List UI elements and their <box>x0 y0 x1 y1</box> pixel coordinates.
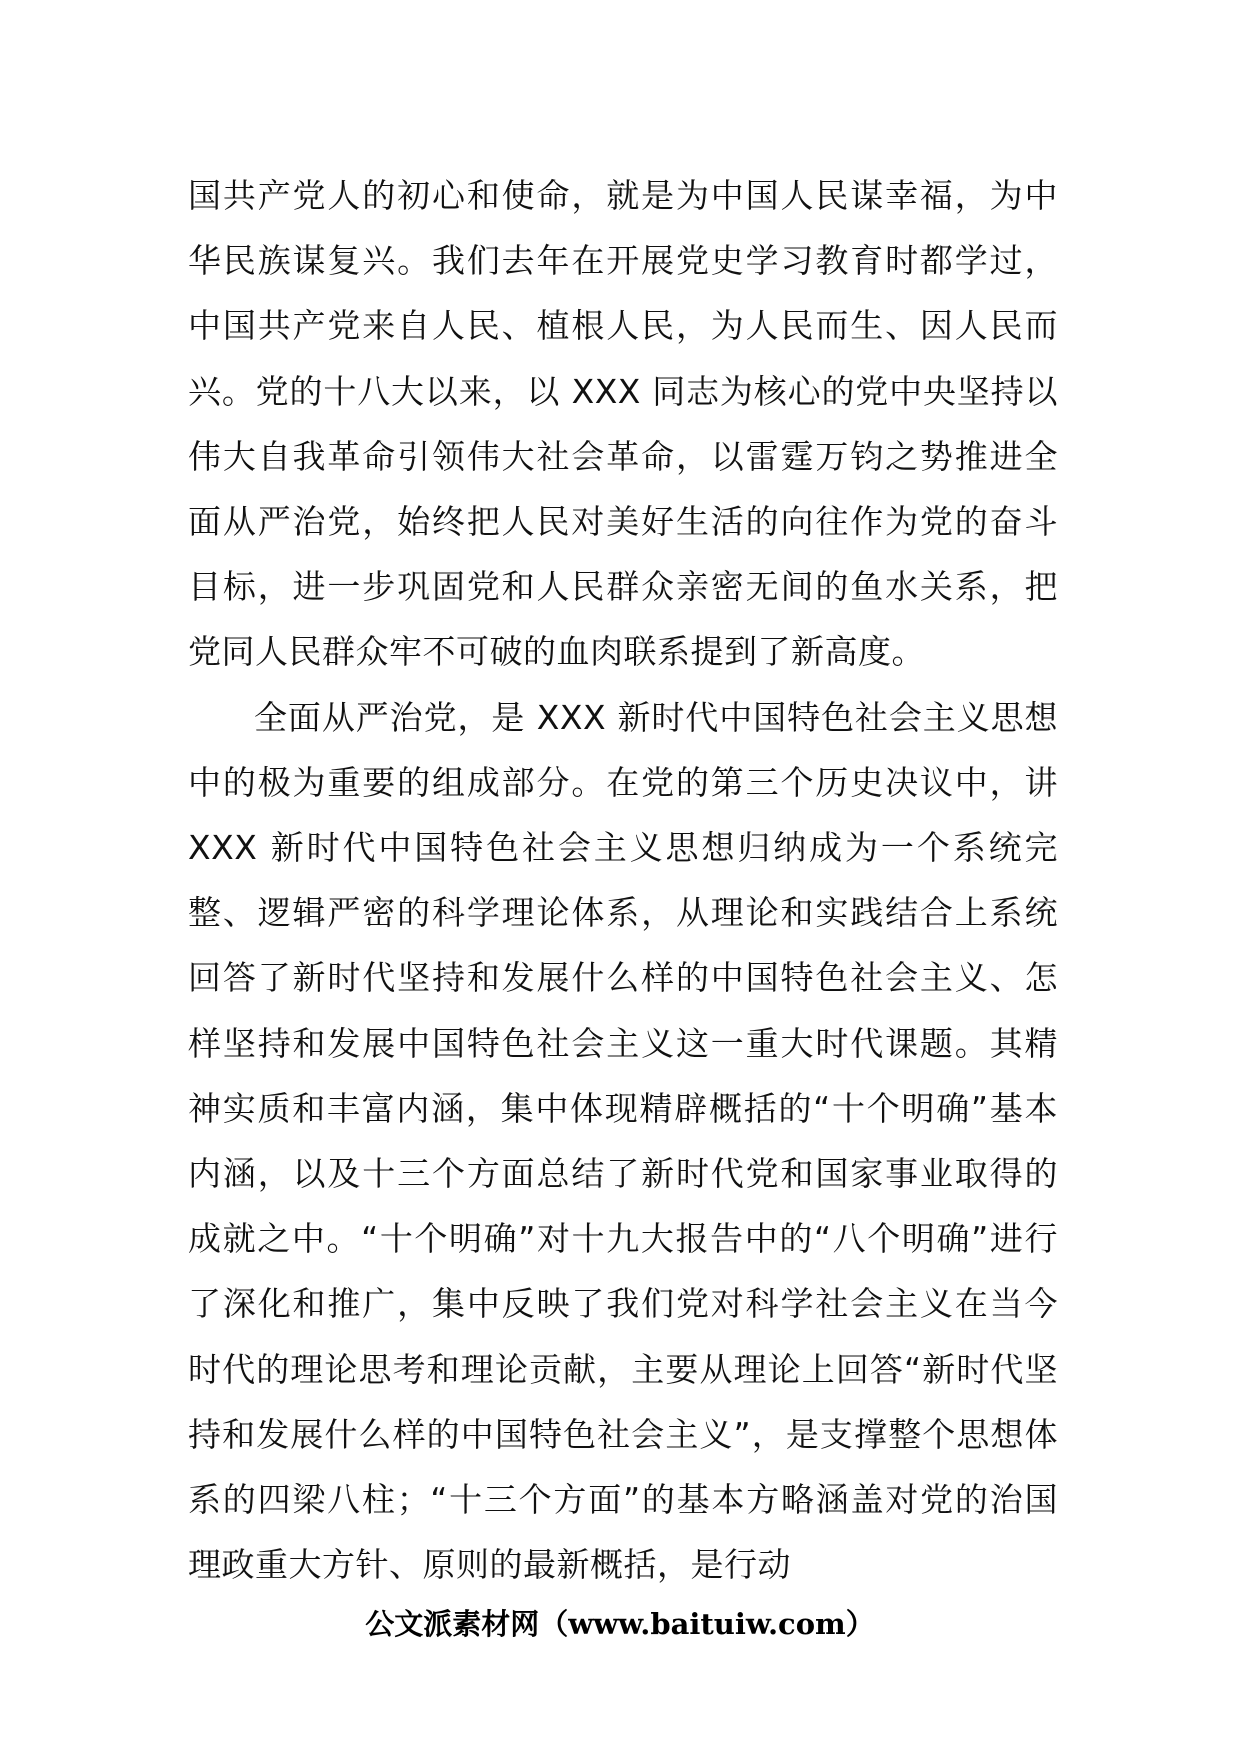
document-body <box>188 163 1058 1597</box>
footer-watermark: 公文派素材网（www.baituiw.com） <box>365 1607 875 1641</box>
paragraph-2: 全面从严治党，是 XXX 新时代中国特色社会主义思想中的极为重要的组成部分。在党的第三个历史决议中，讲 XXX 新时代中国特色社会主义思想归纳成为一个系统完整、逻辑严密的科学理论体系，从理论和实践结合上系统回答了新时代坚持和发展什么样的中国特色社会主义、怎样坚持和发展中国特色社会主义这一重大时代课题。其精神实质和丰富内涵，集中体现精辟概括的“十个明确”基本内涵，以及十三个方面总结了新时代党和国家事业取得的成就之中。“十个明确”对十九大报告中的“八个明确”进行了深化和推广，集中反映了我们党对科学社会主义在当今时代的理论思考和理论贡献，主要从理论上回答“新时代坚持和发展什么样的中国特色社会主义”，是支撑整个思想体系的四梁八柱；“十三个方面”的基本方略涵盖对党的治国理政重大方针、原则的最新概括，是行动 <box>188 697 1058 1585</box>
paragraph-1: 国共产党人的初心和使命，就是为中国人民谋幸福，为中华民族谋复兴。我们去年在开展党史学习教育时都学过，中国共产党来自人民、植根人民，为人民而生、因人民而兴。党的十八大以来，以 XXX 同志为核心的党中央坚持以伟大自我革命引领伟大社会革命，以雷霆万钧之势推进全面从严治党，始终把人民对美好生活的向往作为党的奋斗目标，进一步巩固党和人民群众亲密无间的鱼水关系，把党同人民群众牢不可破的血肉联系提到了新高度。 <box>188 176 1058 672</box>
